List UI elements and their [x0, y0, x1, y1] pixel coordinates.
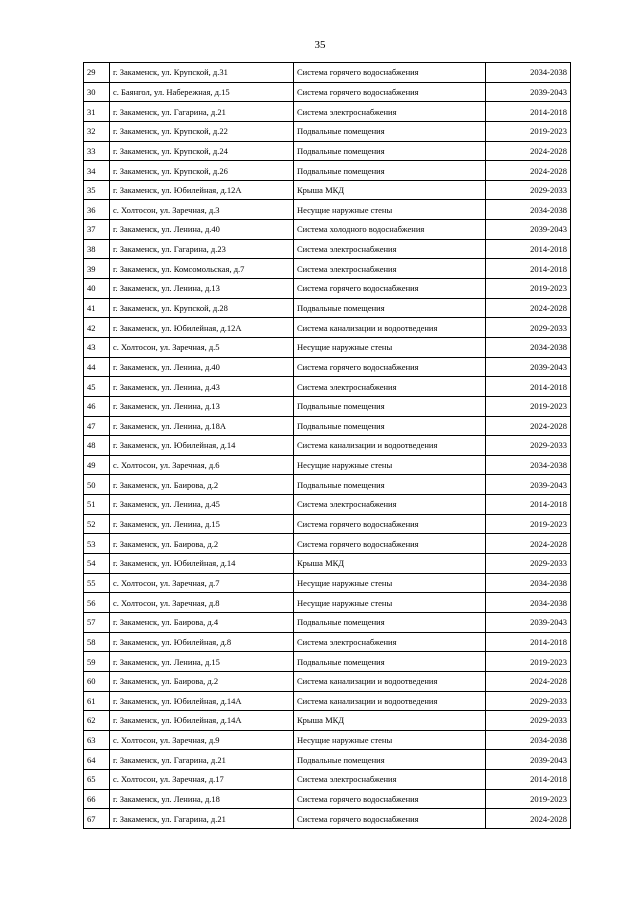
cell-system: Несущие наружные стены	[294, 455, 486, 475]
cell-address: г. Закаменск, ул. Ленина, д.40	[110, 357, 294, 377]
table-row	[84, 377, 571, 397]
cell-system: Система электроснабжения	[294, 377, 486, 397]
cell-system: Крыша МКД	[294, 180, 486, 200]
table-row	[84, 475, 571, 495]
cell-row-number: 59	[84, 652, 110, 672]
cell-row-number: 42	[84, 318, 110, 338]
cell-system: Система электроснабжения	[294, 239, 486, 259]
cell-address: г. Закаменск, ул. Баирова, д.2	[110, 475, 294, 495]
cell-period: 2029-2033	[486, 436, 571, 456]
cell-row-number: 32	[84, 121, 110, 141]
table-row	[84, 455, 571, 475]
cell-address: г. Закаменск, ул. Юбилейная, д.14	[110, 554, 294, 574]
cell-period: 2034-2038	[486, 573, 571, 593]
cell-row-number: 52	[84, 514, 110, 534]
table-row	[84, 554, 571, 574]
cell-address: г. Закаменск, ул. Юбилейная, д.12А	[110, 318, 294, 338]
cell-period: 2029-2033	[486, 318, 571, 338]
cell-period: 2019-2023	[486, 514, 571, 534]
cell-address: г. Закаменск, ул. Комсомольская, д.7	[110, 259, 294, 279]
cell-row-number: 60	[84, 671, 110, 691]
cell-address: г. Закаменск, ул. Ленина, д.15	[110, 514, 294, 534]
cell-row-number: 55	[84, 573, 110, 593]
cell-row-number: 33	[84, 141, 110, 161]
cell-period: 2034-2038	[486, 593, 571, 613]
cell-system: Система канализации и водоотведения	[294, 671, 486, 691]
repair-schedule-table	[83, 62, 571, 829]
cell-row-number: 48	[84, 436, 110, 456]
table-row	[84, 239, 571, 259]
cell-system: Несущие наружные стены	[294, 200, 486, 220]
cell-address: с. Холтосон, ул. Заречная, д.8	[110, 593, 294, 613]
cell-address: г. Закаменск, ул. Юбилейная, д.14А	[110, 691, 294, 711]
cell-address: г. Закаменск, ул. Ленина, д.40	[110, 220, 294, 240]
cell-system: Несущие наружные стены	[294, 573, 486, 593]
cell-period: 2014-2018	[486, 632, 571, 652]
cell-period: 2024-2028	[486, 161, 571, 181]
table-row	[84, 141, 571, 161]
table-row	[84, 259, 571, 279]
cell-system: Подвальные помещения	[294, 396, 486, 416]
cell-system: Подвальные помещения	[294, 475, 486, 495]
cell-address: г. Закаменск, ул. Юбилейная, д.12А	[110, 180, 294, 200]
cell-system: Система канализации и водоотведения	[294, 436, 486, 456]
cell-system: Подвальные помещения	[294, 121, 486, 141]
table-row	[84, 357, 571, 377]
cell-address: с. Холтосон, ул. Заречная, д.3	[110, 200, 294, 220]
table-row	[84, 200, 571, 220]
cell-row-number: 40	[84, 279, 110, 299]
table-row	[84, 809, 571, 829]
cell-period: 2024-2028	[486, 298, 571, 318]
table-row	[84, 279, 571, 299]
table-row	[84, 691, 571, 711]
table-row	[84, 632, 571, 652]
cell-system: Система горячего водоснабжения	[294, 534, 486, 554]
cell-row-number: 34	[84, 161, 110, 181]
cell-row-number: 38	[84, 239, 110, 259]
cell-system: Система канализации и водоотведения	[294, 691, 486, 711]
cell-period: 2024-2028	[486, 534, 571, 554]
table-row	[84, 652, 571, 672]
cell-row-number: 46	[84, 396, 110, 416]
cell-address: с. Баянгол, ул. Набережная, д.15	[110, 82, 294, 102]
cell-period: 2024-2028	[486, 416, 571, 436]
cell-system: Система горячего водоснабжения	[294, 809, 486, 829]
cell-row-number: 31	[84, 102, 110, 122]
table-row	[84, 730, 571, 750]
cell-address: г. Закаменск, ул. Ленина, д.13	[110, 279, 294, 299]
cell-period: 2034-2038	[486, 730, 571, 750]
cell-row-number: 35	[84, 180, 110, 200]
cell-row-number: 51	[84, 495, 110, 515]
cell-row-number: 29	[84, 63, 110, 83]
cell-row-number: 45	[84, 377, 110, 397]
cell-system: Система горячего водоснабжения	[294, 514, 486, 534]
cell-system: Система холодного водоснабжения	[294, 220, 486, 240]
table-row	[84, 396, 571, 416]
table-row	[84, 671, 571, 691]
cell-row-number: 30	[84, 82, 110, 102]
table-row	[84, 514, 571, 534]
cell-system: Система электроснабжения	[294, 495, 486, 515]
cell-period: 2019-2023	[486, 121, 571, 141]
page-number: 35	[314, 39, 326, 51]
cell-period: 2019-2023	[486, 789, 571, 809]
cell-row-number: 58	[84, 632, 110, 652]
cell-period: 2039-2043	[486, 612, 571, 632]
cell-period: 2039-2043	[486, 750, 571, 770]
cell-row-number: 47	[84, 416, 110, 436]
cell-address: г. Закаменск, ул. Ленина, д.15	[110, 652, 294, 672]
cell-address: с. Холтосон, ул. Заречная, д.5	[110, 337, 294, 357]
cell-period: 2019-2023	[486, 652, 571, 672]
cell-row-number: 54	[84, 554, 110, 574]
cell-period: 2019-2023	[486, 396, 571, 416]
table-row	[84, 180, 571, 200]
cell-row-number: 37	[84, 220, 110, 240]
table-row	[84, 318, 571, 338]
cell-period: 2029-2033	[486, 691, 571, 711]
cell-period: 2024-2028	[486, 671, 571, 691]
cell-period: 2034-2038	[486, 337, 571, 357]
table-row	[84, 298, 571, 318]
cell-period: 2034-2038	[486, 455, 571, 475]
table-row	[84, 121, 571, 141]
cell-period: 2039-2043	[486, 82, 571, 102]
cell-address: г. Закаменск, ул. Гагарина, д.21	[110, 809, 294, 829]
cell-system: Система электроснабжения	[294, 102, 486, 122]
cell-address: г. Закаменск, ул. Ленина, д.18	[110, 789, 294, 809]
cell-address: г. Закаменск, ул. Ленина, д.45	[110, 495, 294, 515]
cell-system: Система электроснабжения	[294, 632, 486, 652]
cell-period: 2039-2043	[486, 357, 571, 377]
cell-period: 2034-2038	[486, 63, 571, 83]
cell-address: г. Закаменск, ул. Крупской, д.24	[110, 141, 294, 161]
table-row	[84, 593, 571, 613]
cell-system: Система горячего водоснабжения	[294, 82, 486, 102]
table-row	[84, 220, 571, 240]
table-row	[84, 436, 571, 456]
cell-system: Крыша МКД	[294, 711, 486, 731]
table-row	[84, 82, 571, 102]
cell-system: Подвальные помещения	[294, 161, 486, 181]
cell-row-number: 61	[84, 691, 110, 711]
cell-period: 2014-2018	[486, 770, 571, 790]
cell-system: Несущие наружные стены	[294, 593, 486, 613]
cell-system: Система электроснабжения	[294, 259, 486, 279]
cell-period: 2014-2018	[486, 259, 571, 279]
table-row	[84, 63, 571, 83]
cell-period: 2014-2018	[486, 495, 571, 515]
cell-system: Несущие наружные стены	[294, 730, 486, 750]
cell-row-number: 63	[84, 730, 110, 750]
cell-period: 2024-2028	[486, 141, 571, 161]
cell-period: 2039-2043	[486, 220, 571, 240]
cell-system: Подвальные помещения	[294, 652, 486, 672]
table-row	[84, 337, 571, 357]
cell-period: 2014-2018	[486, 377, 571, 397]
cell-period: 2039-2043	[486, 475, 571, 495]
cell-row-number: 41	[84, 298, 110, 318]
cell-row-number: 64	[84, 750, 110, 770]
cell-address: г. Закаменск, ул. Крупской, д.28	[110, 298, 294, 318]
cell-system: Система горячего водоснабжения	[294, 789, 486, 809]
cell-system: Подвальные помещения	[294, 750, 486, 770]
cell-address: с. Холтосон, ул. Заречная, д.17	[110, 770, 294, 790]
cell-row-number: 56	[84, 593, 110, 613]
cell-address: г. Закаменск, ул. Юбилейная, д.14	[110, 436, 294, 456]
cell-system: Система электроснабжения	[294, 770, 486, 790]
cell-row-number: 50	[84, 475, 110, 495]
table-row	[84, 161, 571, 181]
cell-period: 2019-2023	[486, 279, 571, 299]
cell-address: г. Закаменск, ул. Гагарина, д.21	[110, 750, 294, 770]
table-row	[84, 573, 571, 593]
cell-period: 2029-2033	[486, 711, 571, 731]
cell-address: г. Закаменск, ул. Гагарина, д.21	[110, 102, 294, 122]
table-row	[84, 789, 571, 809]
cell-row-number: 67	[84, 809, 110, 829]
cell-period: 2029-2033	[486, 554, 571, 574]
cell-period: 2014-2018	[486, 102, 571, 122]
table-body	[84, 63, 571, 829]
table-row	[84, 416, 571, 436]
cell-system: Подвальные помещения	[294, 612, 486, 632]
cell-system: Подвальные помещения	[294, 416, 486, 436]
cell-system: Система канализации и водоотведения	[294, 318, 486, 338]
cell-address: г. Закаменск, ул. Крупской, д.22	[110, 121, 294, 141]
table-row	[84, 711, 571, 731]
cell-address: г. Закаменск, ул. Ленина, д.43	[110, 377, 294, 397]
cell-row-number: 66	[84, 789, 110, 809]
cell-period: 2014-2018	[486, 239, 571, 259]
cell-address: г. Закаменск, ул. Баирова, д.2	[110, 671, 294, 691]
cell-address: г. Закаменск, ул. Ленина, д.13	[110, 396, 294, 416]
table-row	[84, 102, 571, 122]
cell-address: г. Закаменск, ул. Крупской, д.31	[110, 63, 294, 83]
cell-system: Крыша МКД	[294, 554, 486, 574]
table-row	[84, 750, 571, 770]
table-row	[84, 612, 571, 632]
cell-address: с. Холтосон, ул. Заречная, д.9	[110, 730, 294, 750]
cell-address: г. Закаменск, ул. Ленина, д.18А	[110, 416, 294, 436]
cell-row-number: 65	[84, 770, 110, 790]
cell-system: Система горячего водоснабжения	[294, 279, 486, 299]
cell-period: 2029-2033	[486, 180, 571, 200]
cell-row-number: 53	[84, 534, 110, 554]
cell-system: Система горячего водоснабжения	[294, 63, 486, 83]
table-row	[84, 495, 571, 515]
cell-address: г. Закаменск, ул. Баирова, д.2	[110, 534, 294, 554]
cell-address: с. Холтосон, ул. Заречная, д.7	[110, 573, 294, 593]
cell-row-number: 44	[84, 357, 110, 377]
cell-system: Система горячего водоснабжения	[294, 357, 486, 377]
table-row	[84, 770, 571, 790]
cell-address: г. Закаменск, ул. Гагарина, д.23	[110, 239, 294, 259]
cell-period: 2024-2028	[486, 809, 571, 829]
cell-address: с. Холтосон, ул. Заречная, д.6	[110, 455, 294, 475]
cell-address: г. Закаменск, ул. Баирова, д.4	[110, 612, 294, 632]
cell-system: Несущие наружные стены	[294, 337, 486, 357]
cell-row-number: 57	[84, 612, 110, 632]
cell-address: г. Закаменск, ул. Крупской, д.26	[110, 161, 294, 181]
cell-row-number: 49	[84, 455, 110, 475]
cell-row-number: 43	[84, 337, 110, 357]
cell-system: Подвальные помещения	[294, 141, 486, 161]
cell-row-number: 36	[84, 200, 110, 220]
cell-system: Подвальные помещения	[294, 298, 486, 318]
cell-address: г. Закаменск, ул. Юбилейная, д.14А	[110, 711, 294, 731]
cell-row-number: 62	[84, 711, 110, 731]
cell-row-number: 39	[84, 259, 110, 279]
cell-period: 2034-2038	[486, 200, 571, 220]
cell-address: г. Закаменск, ул. Юбилейная, д.8	[110, 632, 294, 652]
table-row	[84, 534, 571, 554]
